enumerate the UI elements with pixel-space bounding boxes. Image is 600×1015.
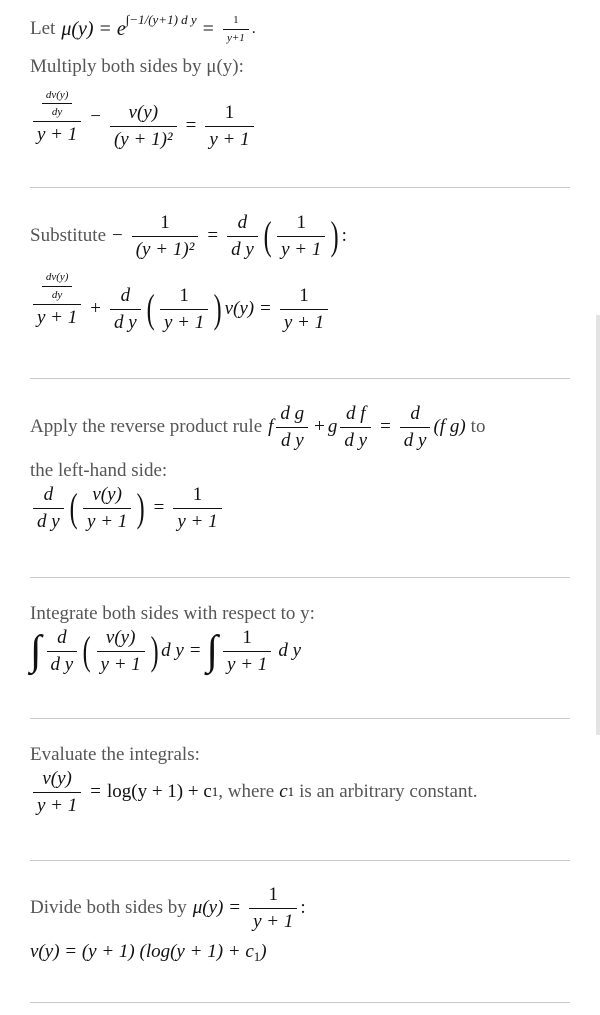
denominator: y + 1 — [37, 124, 78, 146]
substitute-line: Substitute − $\frac{1}{\text{(y + 1)²}}$ = $\frac{d}{\text{d y}}$ ( $\frac{1}{y + 1}$ ) : — [30, 212, 347, 260]
equals-sign: = — [185, 115, 197, 137]
inner-fraction — [97, 627, 145, 676]
dy-differential: d y — [278, 640, 301, 662]
product-rule-text: Apply the reverse product rule — [30, 416, 263, 438]
denominator: y + 1 — [281, 238, 322, 260]
equals-sign: = — [99, 17, 111, 40]
inner-fraction — [83, 484, 131, 533]
dg-dy — [276, 403, 308, 452]
to-text: to — [470, 416, 486, 438]
f-symbol: f — [268, 416, 274, 438]
dv-dy — [42, 271, 73, 301]
fg-product: (f g) — [433, 416, 466, 438]
rhs-fraction — [205, 102, 253, 151]
dv-numerator: dv(y) — [45, 271, 69, 284]
v-over-y-plus-1 — [33, 768, 81, 817]
integral-equation: ∫ $\frac{d}{\text{d y}}$ ( $\frac{v(y)}{y + 1}$ ) d y = ∫ $\frac{1}{y + 1}$ d y — [30, 627, 301, 675]
mu-of-y: μ(y) — [61, 17, 94, 40]
where-text: , where — [218, 781, 275, 803]
numerator: 1 — [233, 13, 239, 26]
rhs-fraction — [223, 627, 271, 676]
constant-c: c — [279, 781, 288, 803]
d-numerator: d — [43, 483, 54, 505]
dy-denominator: d y — [403, 429, 427, 451]
divider — [30, 378, 570, 379]
dv-over-y-plus-1 — [33, 271, 81, 328]
denominator: y + 1 — [177, 510, 218, 532]
equals-sign: = — [153, 497, 165, 519]
denominator: y + 1 — [209, 128, 250, 150]
dy-denominator: d y — [50, 653, 74, 675]
integrate-text: Integrate both sides with respect to y: — [30, 603, 315, 624]
dy-differential: d y — [161, 640, 184, 662]
numerator: 1 — [299, 284, 309, 306]
numerator: 1 — [179, 284, 189, 306]
denominator: y + 1 — [37, 794, 78, 816]
d-numerator: d — [57, 627, 67, 648]
numerator: v(y) — [105, 627, 136, 648]
dy-denominator: d y — [113, 311, 137, 333]
denominator: y + 1 — [283, 311, 325, 333]
dv-numerator: dv(y) — [45, 88, 69, 101]
left-hand-side-text: the left-hand side: — [30, 459, 168, 481]
g-symbol: g — [327, 416, 338, 438]
numerator: 1 — [160, 212, 170, 233]
dy-denominator: d y — [231, 238, 254, 260]
d-dy-operator — [47, 627, 78, 676]
df-numerator: d f — [345, 403, 366, 424]
dv-dy — [42, 89, 73, 119]
denominator: y + 1 — [253, 910, 294, 932]
dy-denominator: dy — [51, 106, 63, 119]
scrollbar[interactable] — [596, 315, 600, 735]
substitute-label: Substitute — [30, 225, 107, 247]
divider — [30, 577, 570, 578]
constant-subscript: 1 — [253, 948, 261, 964]
closing-paren: ) — [260, 940, 267, 962]
period: . — [251, 20, 256, 37]
integral-sign: ∫ — [206, 628, 219, 675]
one-over-y-plus-1 — [223, 14, 249, 44]
equals-sign: = — [380, 416, 391, 438]
divider — [30, 187, 570, 188]
integral-sign: ∫ — [30, 628, 42, 675]
divider — [30, 1002, 570, 1003]
step-reverse-product-rule — [30, 403, 570, 532]
inner-fraction — [160, 285, 208, 334]
dy-denominator: d y — [344, 429, 368, 451]
rhs-fraction — [280, 285, 328, 334]
multiply-text: Multiply both sides by μ(y): — [30, 56, 244, 77]
mu-of-y: μ(y) — [192, 897, 224, 919]
dv-over-y-plus-1 — [33, 89, 81, 146]
step-divide — [30, 884, 570, 965]
minus-sign: − — [90, 106, 101, 128]
numerator: 1 — [296, 212, 306, 233]
euler-e: e — [116, 17, 126, 40]
denominator: y + 1 — [37, 306, 78, 328]
denominator: y+1 — [226, 31, 245, 44]
d-dy-operator — [400, 403, 431, 452]
colon: : — [300, 897, 306, 919]
dy-denominator: dy — [51, 289, 63, 302]
arbitrary-constant-text: is an arbitrary constant. — [299, 781, 478, 803]
step-evaluate — [30, 744, 570, 817]
denominator: y + 1 — [87, 510, 128, 532]
equals-sign: = — [207, 225, 219, 247]
one-over-y-plus-1 — [249, 884, 297, 933]
step-integrate — [30, 603, 570, 676]
colon: : — [341, 225, 347, 247]
log-expression: log(y + 1) + c — [106, 781, 212, 803]
one-over-y-plus-1-squared — [132, 212, 199, 261]
dy-denominator: d y — [37, 510, 60, 532]
product-rule-equation: $\frac{d}{\text{d y}}$ ( $\frac{v(y)}{y + 1}$ ) = $\frac{1}{y + 1}$ — [30, 484, 570, 533]
minus-sign: − — [112, 225, 123, 247]
evaluate-text: Evaluate the integrals: — [30, 744, 200, 765]
plus-sign: + — [314, 416, 325, 438]
equals-sign: = — [189, 640, 201, 662]
divide-line — [30, 884, 570, 933]
evaluated-equation — [30, 768, 570, 817]
rhs-fraction — [173, 484, 221, 533]
numerator: 1 — [268, 884, 278, 905]
numerator: 1 — [224, 102, 235, 123]
numerator: v(y) — [92, 483, 122, 505]
equals-sign: = — [229, 897, 241, 919]
d-numerator: d — [120, 284, 131, 306]
d-numerator: d — [410, 403, 420, 424]
integrating-factor-line — [30, 8, 570, 50]
divide-text: Divide both sides by — [30, 897, 187, 919]
multiplied-equation — [30, 84, 570, 151]
denominator: y + 1 — [164, 311, 205, 333]
solution-expression: v(y) = (y + 1) (log(y + 1) + c — [30, 940, 254, 962]
divider — [30, 860, 570, 861]
d-dy-operator — [33, 484, 64, 533]
step-define-integrating-factor — [30, 8, 570, 151]
numerator: 1 — [242, 627, 252, 648]
inner-fraction — [277, 212, 325, 261]
constant-subscript: 1 — [211, 784, 219, 800]
df-dy — [340, 403, 371, 452]
numerator: v(y) — [128, 102, 159, 123]
divider — [30, 718, 570, 719]
denominator: y + 1 — [227, 653, 268, 675]
denominator: y + 1 — [100, 653, 141, 675]
constant-subscript: 1 — [287, 784, 295, 800]
equals-sign: = — [90, 781, 101, 803]
substituted-equation: $\frac{\frac{dv(y)}{dy}}{y + 1}$ + $\frac{d}{\text{d y}}$ ( $\frac{1}{y + 1}$ ) v(y) = $\frac{1}{y + 1}$ — [30, 267, 570, 334]
dg-numerator: d g — [280, 403, 305, 424]
d-numerator: d — [237, 212, 248, 233]
numerator: 1 — [192, 483, 203, 505]
let-label: Let — [30, 18, 56, 39]
numerator: v(y) — [42, 768, 72, 789]
exponent: ∫−1/(y+1) d y — [125, 12, 197, 27]
v-of-y: v(y) — [224, 298, 255, 320]
denominator: (y + 1)² — [113, 128, 173, 150]
plus-sign: + — [90, 298, 101, 320]
final-solution — [30, 941, 570, 965]
equals-sign: = — [202, 17, 214, 40]
d-dy-operator — [110, 285, 141, 334]
v-over-y-plus-1-squared — [110, 102, 177, 151]
dy-denominator: d y — [280, 429, 304, 451]
equals-sign: = — [260, 298, 271, 320]
product-rule-line — [30, 403, 570, 452]
denominator: (y + 1)² — [135, 238, 195, 260]
step-substitute — [30, 212, 570, 333]
d-dy-operator — [227, 212, 258, 261]
